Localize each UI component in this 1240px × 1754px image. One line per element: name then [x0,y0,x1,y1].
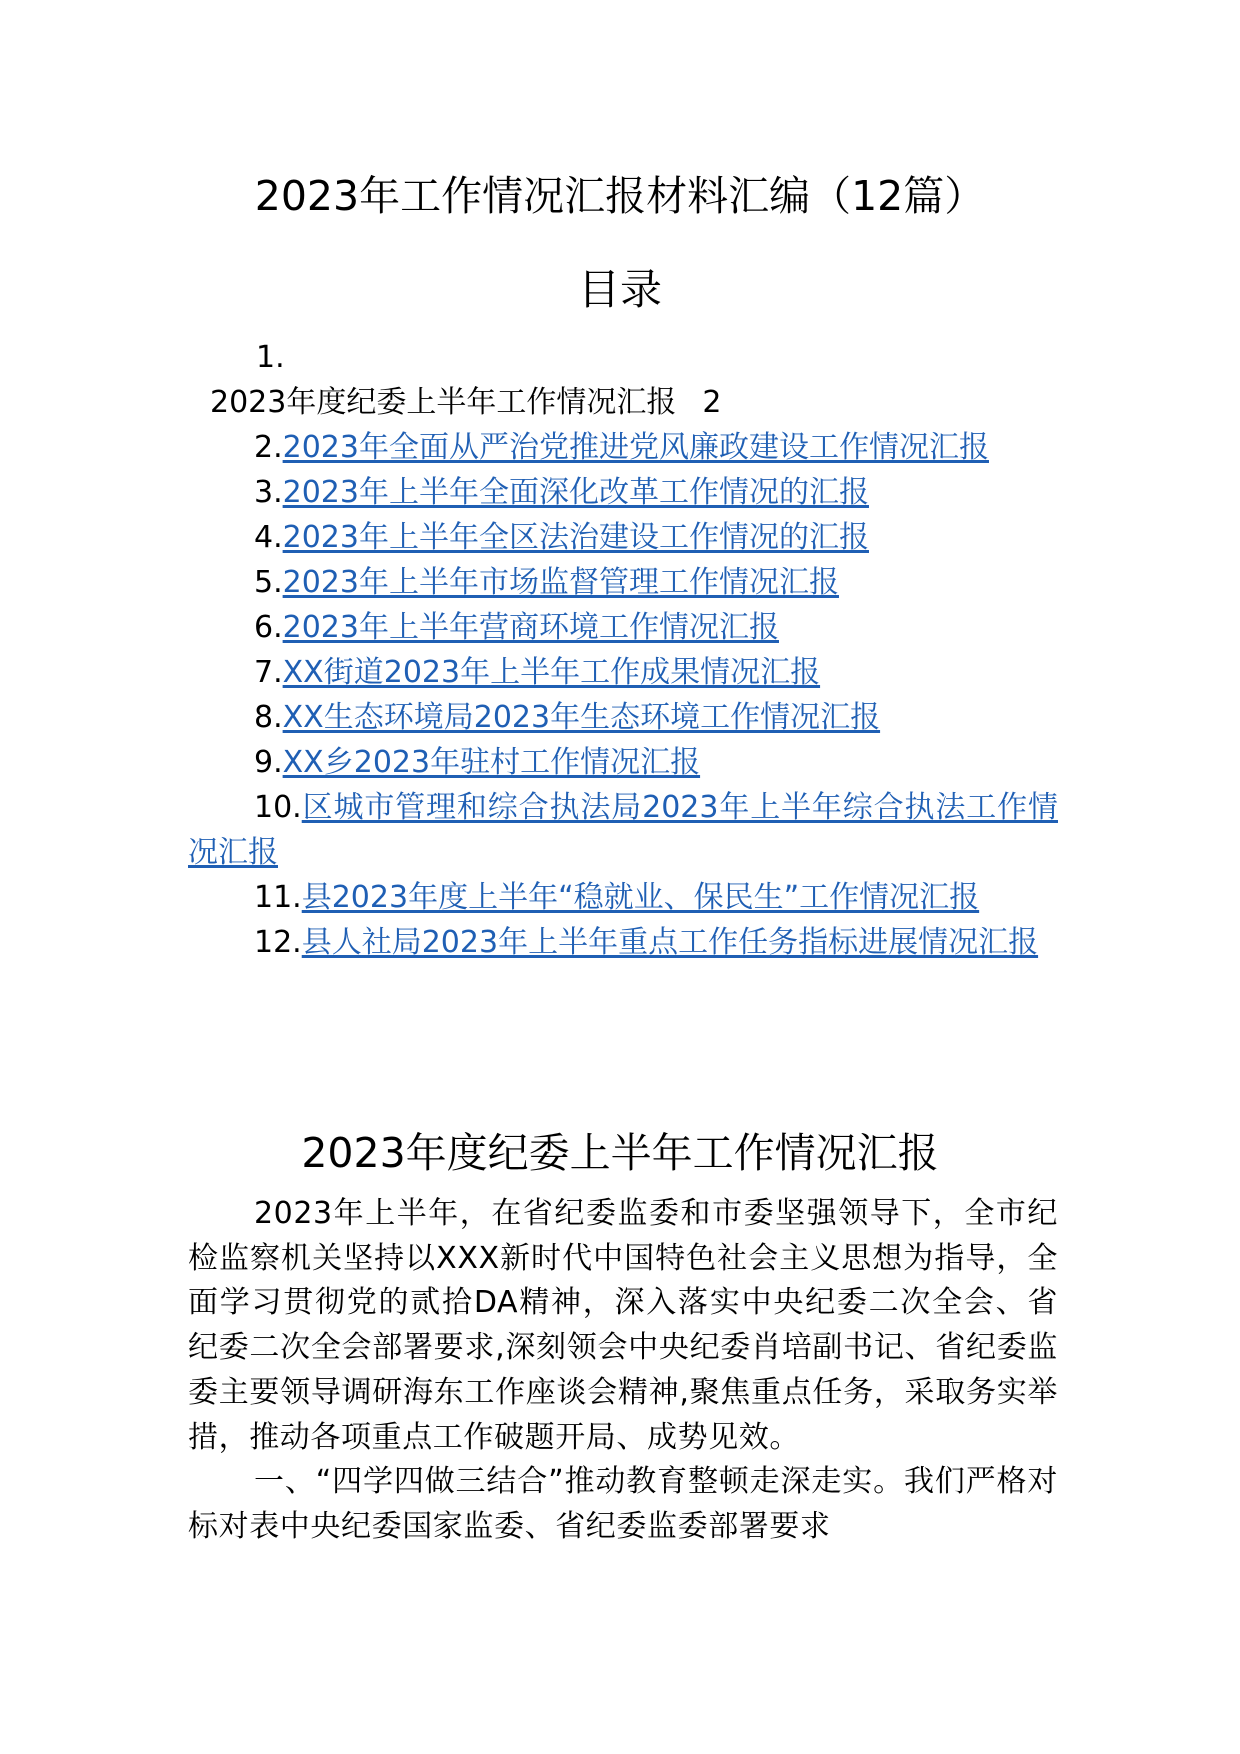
toc-entry-link[interactable]: 区城市管理和综合执法局2023年上半年综合执法工作情况汇报 [188,790,1058,870]
toc-entry [188,560,1058,605]
toc-entry-link[interactable]: 2023年上半年全区法治建设工作情况的汇报 [282,520,869,555]
table-of-contents [188,335,1058,965]
toc-entry [188,875,1058,920]
toc-entry-number: 7. [254,655,283,690]
toc-entry-number: 10. [254,790,302,825]
toc-entry-number: 3. [254,475,283,510]
toc-heading: 目录 [577,265,662,314]
toc-entry-number: 5. [254,565,283,600]
toc-entry-link[interactable]: XX生态环境局2023年生态环境工作情况汇报 [282,700,881,735]
body-text [188,1192,1058,1550]
toc-entry-link[interactable]: XX街道2023年上半年工作成果情况汇报 [282,655,821,690]
body-paragraph: 2023年上半年，在省纪委监委和市委坚强领导下，全市纪检监察机关坚持以XXX新时代中国特色社会主义思想为指导，全面学习贯彻党的贰拾DA精神，深入落实中央纪委二次全会、省纪委二次全会部署要求,深刻领会中央纪委肖培副书记、省纪委监委主要领导调研海东工作座谈会精神,聚焦重点任务，采取务实举措，推动各项重点工作破题开局、成势见效。 [188,1196,1058,1455]
toc-entry-link[interactable]: 2023年上半年营商环境工作情况汇报 [282,610,779,645]
body-paragraph: 一、“四学四做三结合”推动教育整顿走深走实。我们严格对标对表中央纪委国家监委、省纪委监委部署要求 [188,1464,1058,1544]
toc-entry [188,740,1058,785]
toc-entry-title: 2023年度纪委上半年工作情况汇报 [210,385,677,420]
section-title: 2023年度纪委上半年工作情况汇报 [301,1129,939,1177]
toc-entry-link[interactable]: 2023年上半年全面深化改革工作情况的汇报 [282,475,869,510]
toc-entry-number: 11. [254,880,302,915]
toc-entry [188,515,1058,560]
toc-entry-number: 12. [254,925,302,960]
toc-entry-link[interactable]: 2023年全面从严治党推进党风廉政建设工作情况汇报 [282,430,989,465]
toc-entry [188,785,1058,875]
toc-entry-number: 6. [254,610,283,645]
toc-entry [188,335,1058,425]
toc-entry [188,470,1058,515]
toc-entry-link[interactable]: XX乡2023年驻村工作情况汇报 [282,745,701,780]
toc-entry-number: 8. [254,700,283,735]
toc-entry-number: 1. [256,340,285,375]
toc-entry [188,695,1058,740]
toc-entry [188,650,1058,695]
toc-entry-number: 4. [254,520,283,555]
toc-entry [188,605,1058,650]
toc-entry-number: 2. [254,430,283,465]
toc-entry [188,920,1058,965]
toc-entry-link[interactable]: 县2023年度上半年“稳就业、保民生”工作情况汇报 [301,880,980,915]
toc-entry-link[interactable]: 县人社局2023年上半年重点工作任务指标进展情况汇报 [301,925,1039,960]
toc-entry [188,425,1058,470]
toc-entry-link[interactable]: 2023年上半年市场监督管理工作情况汇报 [282,565,839,600]
document-title: 2023年工作情况汇报材料汇编（12篇） [254,172,986,220]
toc-entry-page-number: 2 [702,385,722,420]
toc-entry-number: 9. [254,745,283,780]
